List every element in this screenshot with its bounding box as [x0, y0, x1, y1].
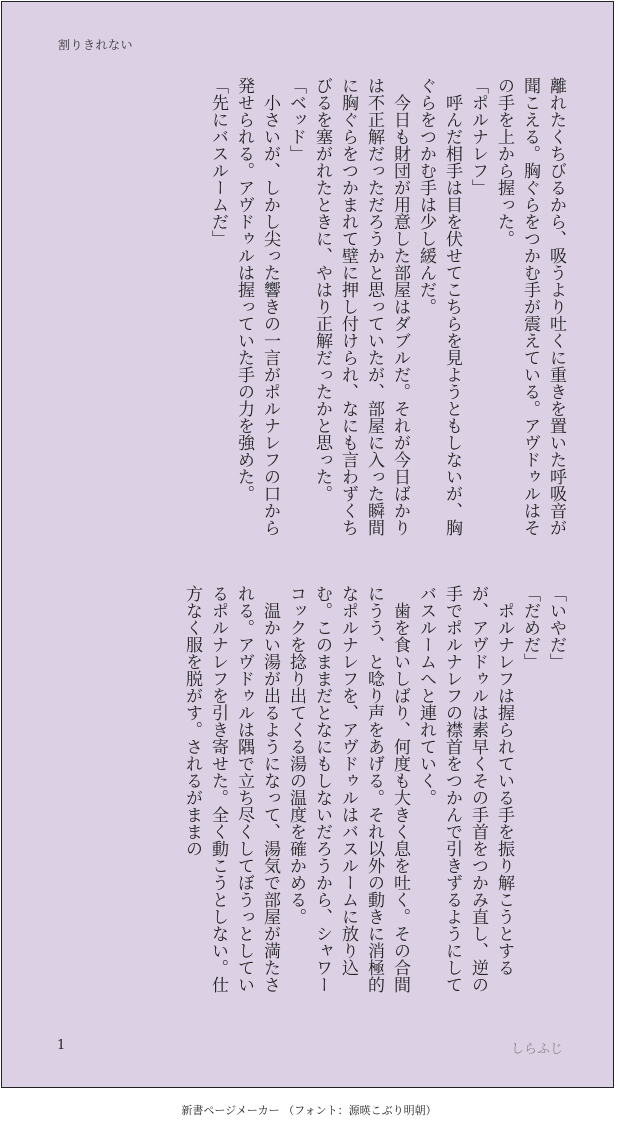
generator-caption: 新書ページメーカー （フォント：源暎こぶり明朝） [181, 1104, 437, 1117]
book-page [1, 1, 614, 1088]
text-block-bottom: 「いやだ」 「だめだ」 ポルナレフは握られている手を振り解こうとするが、アヴドゥルは素早くその手首をつかみ直し、逆の手でポルナレフの襟首をつかんで引きずるようにしてバスルームへと連れていく。 歯を食いしばり、何度も大きく息を吐く。その合間にうう、と唸り声をあげる。それ以外の動きに消極的なポルナレフを、アヴドゥルはバスルームに放り込む。このままだとなにもしないだろうから、シャワーコックを捻り出てくる湯の温度を確かめる。 温かい湯が出るようになって、湯気で部屋が満たされる。アヴドゥルは隅で立ち尽くしてぼうっとしているポルナレフを引き寄せた。全く動こうとしない。仕方なく服を脱がす。されるがままの [182, 585, 566, 993]
page-number: 1 [57, 1038, 66, 1053]
text-block-top: 離れたくちびるから、吸うより吐くに重きを置いた呼吸音が聞こえる。胸ぐらをつかむ手が震えている。アヴドゥルはその手を上から握った。 「ポルナレフ」 呼んだ相手は目を伏せてこちらを見ようともしないが、胸ぐらをつかむ手は少し緩んだ。 今日も財団が用意した部屋はダブルだ。それが今日ばかりは不正解だっただろうかと思っていたが、部屋に入った瞬間に胸ぐらをつかまれて壁に押し付けられ、なにも言わずくちびるを塞がれたときに、やはり正解だったかと思った。 「ベッド」 小さいが、しかし尖った響きの一言がポルナレフの口から発せられる。アヴドゥルは握っていた手の力を強めた。 「先にバスルームだ」 [208, 77, 566, 536]
running-header-title: 割りきれない [58, 38, 134, 52]
author-name: しらふじ [510, 1042, 563, 1057]
